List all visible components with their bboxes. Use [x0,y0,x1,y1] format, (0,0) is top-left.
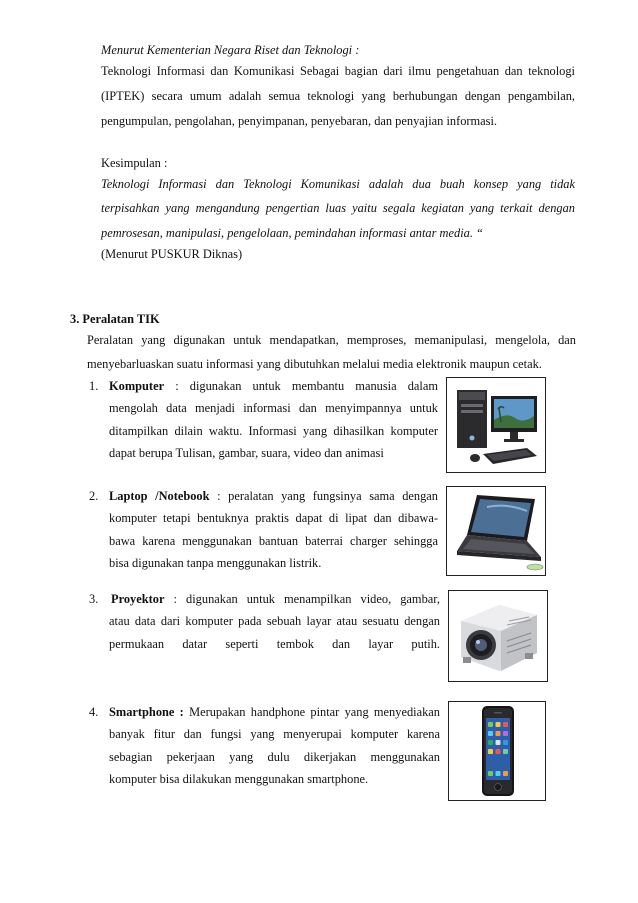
item-number: 2. [89,489,99,503]
smartphone-icon [448,701,546,801]
item-line: sebagian pekerjaan yang dulu dikerjakan menggunakan [109,750,440,764]
section-intro-line-1: Peralatan yang digunakan untuk mendapatkan, memproses, memanipulasi, mengelola, dan [87,333,576,347]
source-title: Menurut Kementerian Negara Riset dan Teknologi : [101,43,360,57]
section-intro-line-2: menyebarluaskan suatu informasi yang dibutuhkan melalui media elektronik maupun cetak. [87,357,542,371]
item-first-line-rest: Merupakan handphone pintar yang menyediakan [189,705,440,719]
conclusion-label: Kesimpulan : [101,156,168,170]
conclusion-line-1: Teknologi Informasi dan Teknologi Komunikasi adalah dua buah konsep yang tidak [101,177,575,191]
item-first-line [109,488,438,504]
item-line: dapat berupa Tulisan, gambar, suara, video dan animasi [109,446,384,460]
desktop-computer-icon [446,377,546,473]
item-number: 4. [89,705,99,719]
item-first-line-rest: : digunakan untuk menampilkan video, gambar, [173,592,440,606]
item-line: komputer tetapi bentuknya praktis dapat di lipat dan dibawa- [109,511,438,525]
conclusion-line-3: pemrosesan, manipulasi, pengelolaan, pemindahan informasi antar media. “ [101,226,483,240]
item-line: ditampilkan dilain waktu. Informasi yang dihasilkan komputer [109,424,438,438]
item-term: Laptop /Notebook [109,489,210,503]
item-line: bawa karena menggunakan bantuan baterrai charger sehingga [109,534,438,548]
laptop-icon [446,486,546,576]
definition-line-2: (IPTEK) secara umum adalah semua teknologi yang berhubungan dengan pengambilan, [101,89,575,103]
item-first-line [109,378,438,394]
item-term: Smartphone : [109,705,184,719]
item-line: atau data dari komputer pada sebuah layar atau sesuatu dengan [109,614,440,628]
section-heading: 3. Peralatan TIK [70,312,160,326]
item-first-line [111,591,440,607]
item-first-line [109,704,440,720]
item-term: Proyektor [111,592,165,606]
item-first-line-rest: : peralatan yang fungsinya sama dengan [217,489,438,503]
conclusion-line-2: terpisahkan yang mengandung pengertian luas yaitu segala kegiatan yang terkait dengan [101,201,575,215]
item-number: 1. [89,379,99,393]
definition-line-1: Teknologi Informasi dan Komunikasi Sebagai bagian dari ilmu pengetahuan dan teknologi [101,64,575,78]
item-term: Komputer [109,379,165,393]
projector-icon [448,590,548,682]
conclusion-source: (Menurut PUSKUR Diknas) [101,247,243,261]
item-number: 3. [89,592,99,606]
item-line: bisa digunakan tanpa menggunakan listrik. [109,556,322,570]
item-line: permukaan datar seperti tembok dan layar putih. [109,637,440,651]
item-line: mengolah data menjadi informasi dan menyimpannya untuk [109,401,438,415]
item-line: banyak fitur dan fungsi yang menyerupai komputer karena [109,727,440,741]
item-line: komputer bisa dilakukan menggunakan smartphone. [109,772,369,786]
item-first-line-rest: : digunakan untuk membantu manusia dalam [175,379,438,393]
definition-line-3: pengumpulan, pengolahan, penyimpanan, penyebaran, dan penyajian informasi. [101,114,498,128]
